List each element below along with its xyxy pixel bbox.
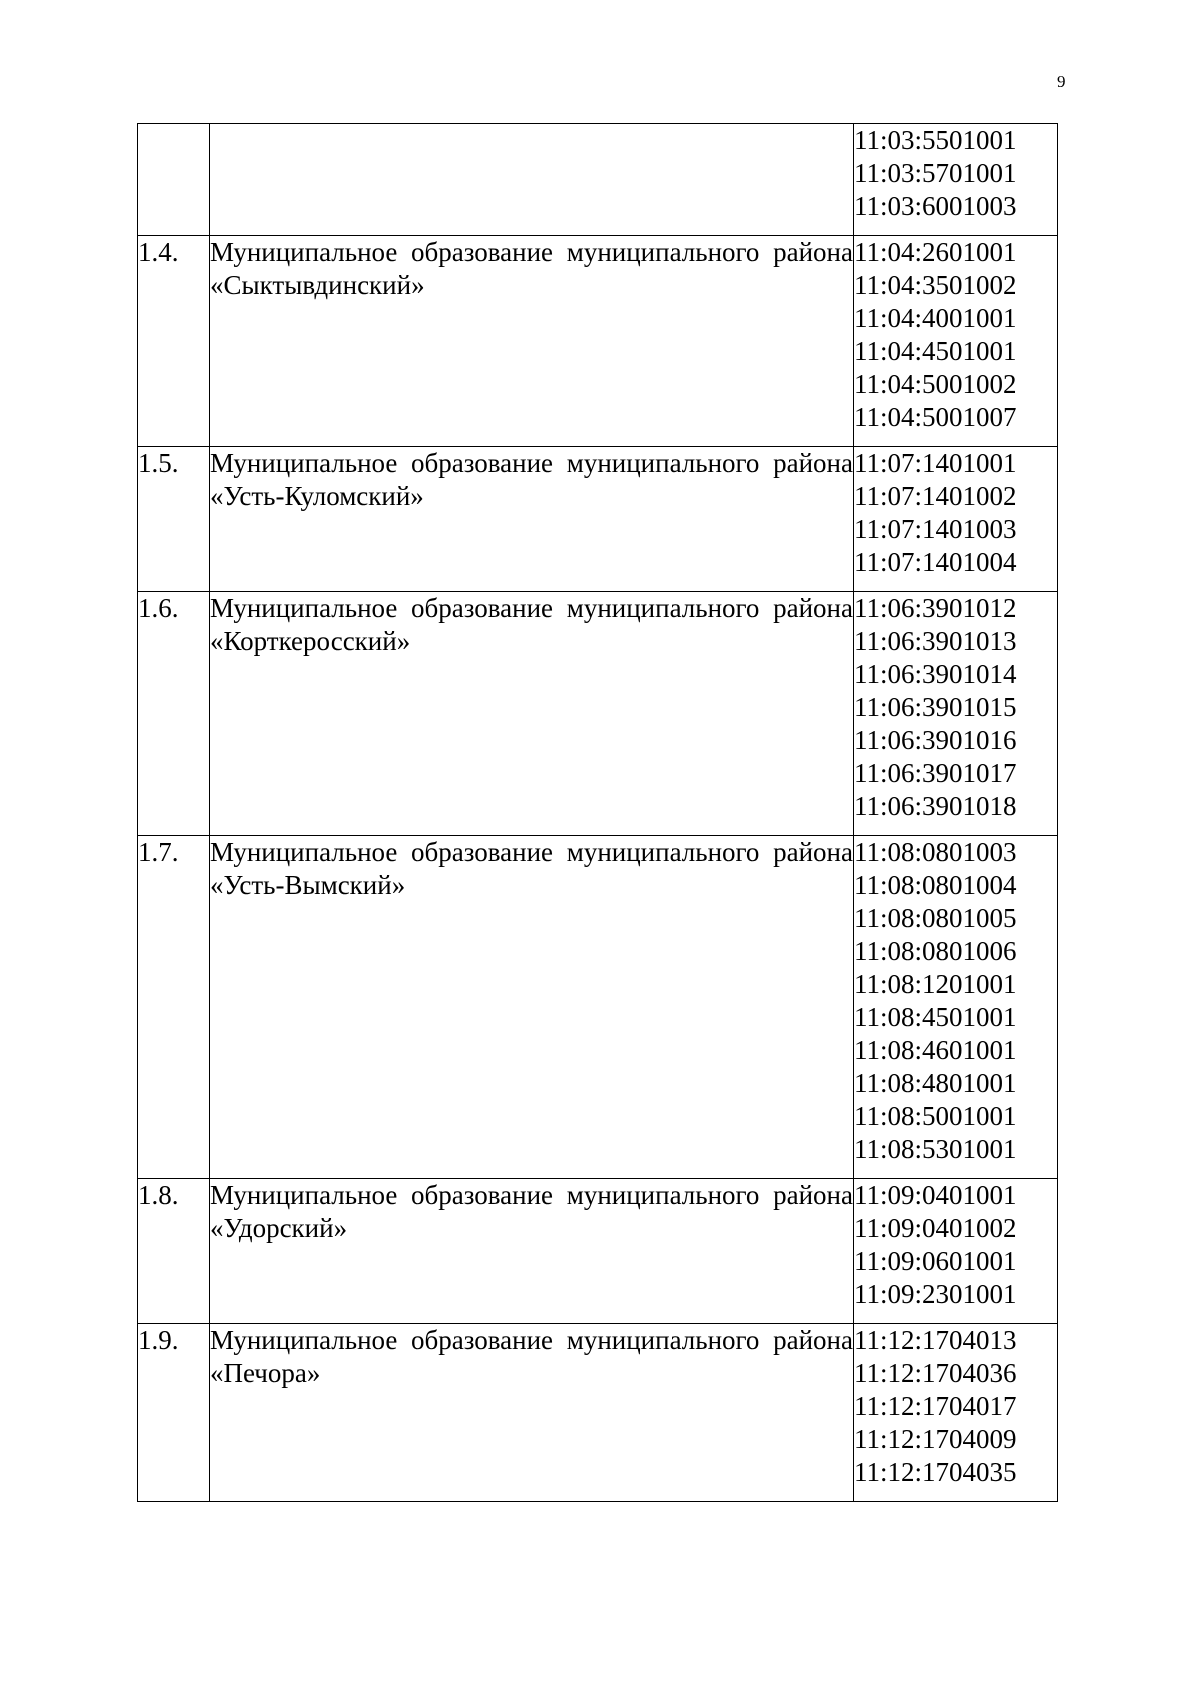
municipality-name: Муниципальное образование муниципального района «Удорский»	[210, 1180, 853, 1243]
cadastral-code: 11:04:4501001	[854, 336, 1017, 366]
cadastral-code: 11:12:1704036	[854, 1358, 1017, 1388]
cadastral-codes-cell	[854, 236, 1058, 447]
cadastral-code: 11:08:0801003	[854, 837, 1017, 867]
cadastral-code: 11:06:3901014	[854, 659, 1017, 689]
page-number: 9	[1057, 72, 1066, 91]
cadastral-table	[137, 123, 1058, 1502]
cadastral-code: 11:06:3901016	[854, 725, 1017, 755]
cadastral-code: 11:09:2301001	[854, 1279, 1017, 1309]
table-body	[138, 124, 1058, 1502]
cadastral-code: 11:08:4601001	[854, 1035, 1017, 1065]
table-row	[138, 124, 1058, 236]
cadastral-code: 11:08:5001001	[854, 1101, 1017, 1131]
cadastral-code: 11:03:6001003	[854, 191, 1017, 221]
cadastral-code: 11:04:5001007	[854, 402, 1017, 432]
cadastral-code: 11:12:1704017	[854, 1391, 1017, 1421]
municipality-name: Муниципальное образование муниципального района «Усть-Вымский»	[210, 837, 853, 900]
cadastral-code: 11:06:3901012	[854, 593, 1017, 623]
cadastral-code: 11:09:0601001	[854, 1246, 1017, 1276]
cadastral-code: 11:06:3901013	[854, 626, 1017, 656]
cadastral-code: 11:12:1704013	[854, 1325, 1017, 1355]
cadastral-code: 11:09:0401001	[854, 1180, 1017, 1210]
cadastral-code: 11:08:0801004	[854, 870, 1017, 900]
cadastral-code: 11:07:1401004	[854, 547, 1017, 577]
cadastral-code: 11:03:5501001	[854, 125, 1017, 155]
cadastral-code: 11:08:5301001	[854, 1134, 1017, 1164]
municipality-name-cell	[210, 124, 854, 236]
cadastral-codes-cell	[854, 447, 1058, 592]
cadastral-code: 11:06:3901018	[854, 791, 1017, 821]
municipality-name-cell	[210, 836, 854, 1179]
cadastral-codes-cell	[854, 1324, 1058, 1502]
cadastral-code: 11:07:1401001	[854, 448, 1017, 478]
cadastral-codes-cell	[854, 1179, 1058, 1324]
cadastral-code: 11:08:4801001	[854, 1068, 1017, 1098]
municipality-name-cell	[210, 236, 854, 447]
cadastral-codes-cell	[854, 836, 1058, 1179]
table-row	[138, 1179, 1058, 1324]
municipality-name-cell	[210, 1324, 854, 1502]
municipality-name-cell	[210, 1179, 854, 1324]
cadastral-code: 11:06:3901015	[854, 692, 1017, 722]
table-row	[138, 836, 1058, 1179]
cadastral-code: 11:07:1401002	[854, 481, 1017, 511]
cadastral-codes-cell	[854, 592, 1058, 836]
municipality-name: Муниципальное образование муниципального района «Печора»	[210, 1325, 853, 1388]
cadastral-code: 11:08:0801006	[854, 936, 1017, 966]
municipality-name: Муниципальное образование муниципального района «Корткеросский»	[210, 593, 853, 656]
municipality-name: Муниципальное образование муниципального района «Усть-Куломский»	[210, 448, 853, 511]
municipality-name-cell	[210, 592, 854, 836]
row-number-cell: 1.6.	[138, 592, 210, 836]
row-number-cell	[138, 124, 210, 236]
cadastral-code: 11:12:1704009	[854, 1424, 1017, 1454]
cadastral-code: 11:04:4001001	[854, 303, 1017, 333]
table-row	[138, 447, 1058, 592]
cadastral-code: 11:03:5701001	[854, 158, 1017, 188]
row-number-cell: 1.8.	[138, 1179, 210, 1324]
row-number-cell: 1.7.	[138, 836, 210, 1179]
cadastral-code: 11:04:2601001	[854, 237, 1017, 267]
row-number-cell: 1.4.	[138, 236, 210, 447]
cadastral-code: 11:08:4501001	[854, 1002, 1017, 1032]
cadastral-code: 11:04:5001002	[854, 369, 1017, 399]
cadastral-code: 11:09:0401002	[854, 1213, 1017, 1243]
municipality-name-cell	[210, 447, 854, 592]
cadastral-code: 11:06:3901017	[854, 758, 1017, 788]
cadastral-code: 11:04:3501002	[854, 270, 1017, 300]
municipality-name: Муниципальное образование муниципального района «Сыктывдинский»	[210, 237, 853, 300]
cadastral-code: 11:08:1201001	[854, 969, 1017, 999]
row-number-cell: 1.5.	[138, 447, 210, 592]
cadastral-code: 11:07:1401003	[854, 514, 1017, 544]
cadastral-code: 11:08:0801005	[854, 903, 1017, 933]
table-row	[138, 1324, 1058, 1502]
row-number-cell: 1.9.	[138, 1324, 210, 1502]
cadastral-code: 11:12:1704035	[854, 1457, 1017, 1487]
cadastral-codes-cell	[854, 124, 1058, 236]
table-row	[138, 592, 1058, 836]
table-row	[138, 236, 1058, 447]
